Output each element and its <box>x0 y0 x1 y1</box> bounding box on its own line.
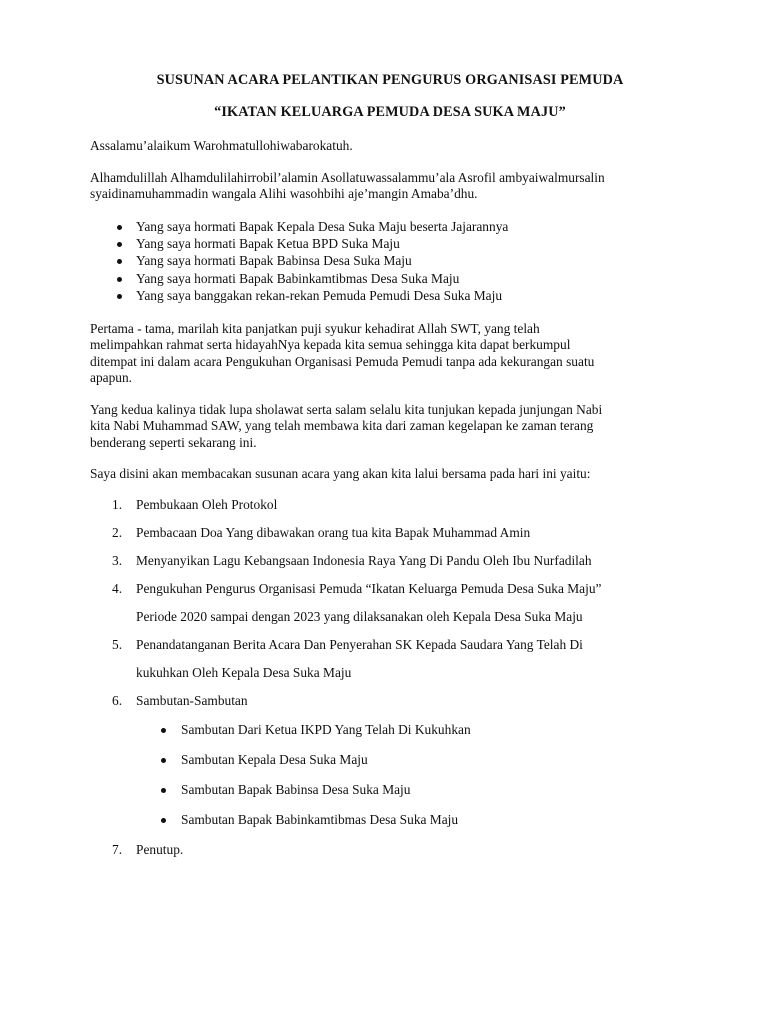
bullet-icon <box>161 728 166 733</box>
paragraph-first: Pertama - tama, marilah kita panjatkan puji syukur kehadirat Allah SWT, yang telah melimpahkan rahmat serta hidayahNya kepada kita semua sehingga kita dapat berkumpul ditempat ini dalam acara Pengukuhan Organisasi Pemuda Pemudi tanpa ada kekurangan suatu apapun. <box>90 321 595 386</box>
list-item: Yang saya hormati Bapak Kepala Desa Suka Maju beserta Jajarannya <box>90 218 690 235</box>
opening-line: Alhamdulillah Alhamdulilahirrobil’alamin Asollatuwassalammu’ala Asrofil ambyaiwalmursalin <box>90 170 605 185</box>
agenda-item-continuation: Periode 2020 sampai dengan 2023 yang dilaksanakan oleh Kepala Desa Suka Maju <box>136 609 583 624</box>
bullet-icon <box>117 225 122 230</box>
list-item: Yang saya hormati Bapak Ketua BPD Suka Maju <box>90 235 690 252</box>
bullet-icon <box>161 788 166 793</box>
list-item: Yang saya banggakan rekan-rekan Pemuda Pemudi Desa Suka Maju <box>90 287 690 304</box>
bullet-icon <box>161 818 166 823</box>
greeting: Assalamu’alaikum Warohmatullohiwabarokatuh. <box>90 138 353 153</box>
opening-prayer <box>90 170 690 203</box>
organization-name: “IKATAN KELUARGA PEMUDA DESA SUKA MAJU” <box>214 104 566 120</box>
list-item: Yang saya hormati Bapak Babinsa Desa Suka Maju <box>90 252 690 269</box>
agenda-intro: Saya disini akan membacakan susunan acara yang akan kita lalui bersama pada hari ini yaitu: <box>90 466 591 481</box>
honorifics-list <box>90 218 690 304</box>
agenda-item-continuation: kukuhkan Oleh Kepala Desa Suka Maju <box>136 665 352 680</box>
bullet-icon <box>161 758 166 763</box>
list-item: Yang saya hormati Bapak Babinkamtibmas Desa Suka Maju <box>90 270 690 287</box>
bullet-icon <box>117 294 122 299</box>
opening-line: syaidinamuhammadin wangala Alihi wasohbihi aje’mangin Amaba’dhu. <box>90 186 478 202</box>
bullet-icon <box>117 259 122 264</box>
bullet-icon <box>117 277 122 282</box>
document-title: SUSUNAN ACARA PELANTIKAN PENGURUS ORGANISASI PEMUDA <box>156 72 624 88</box>
bullet-icon <box>117 242 122 247</box>
paragraph-second: Yang kedua kalinya tidak lupa sholawat serta salam selalu kita tunjukan kepada junjungan Nabi kita Nabi Muhammad SAW, yang telah membawa kita dari zaman kegelapan ke zaman terang benderang seperti sekarang ini. <box>90 402 603 450</box>
